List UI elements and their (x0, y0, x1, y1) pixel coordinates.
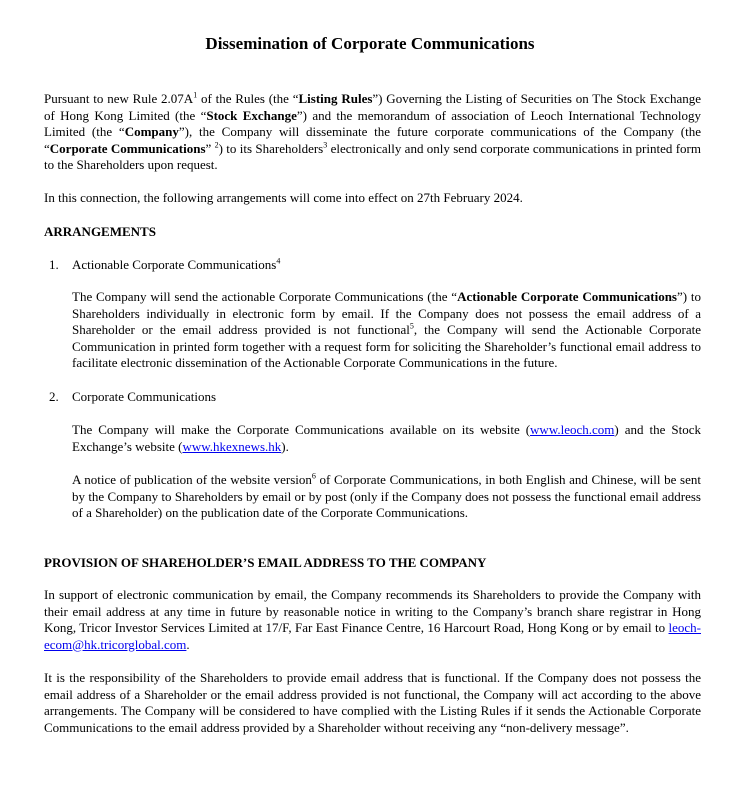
body-text: , the Company will send the Actionable Corporate Communication in printed form together with a request form for soliciting the Shareholder’s functional email address to facilitate electronic dissemination of the Actionable Corporate Communications in the future. (72, 322, 701, 370)
registrar-email-link[interactable]: leoch-ecom@hk.tricorglobal.com (44, 620, 701, 652)
intro-text: ”) and the memorandum of association of Leoch International Technology Limited (the “ (44, 107, 701, 139)
footnote-ref: 6 (311, 471, 316, 481)
body-text: ). (281, 438, 289, 454)
website-paragraph (72, 422, 701, 455)
intro-text: of the Rules (the “ (197, 91, 299, 106)
body-text: . (186, 636, 190, 652)
body-text: ) and the Stock Exchange’s website ( (72, 422, 701, 454)
effective-date-paragraph: In this connection, the following arrangements will come into effect on 27th February 2024. (44, 190, 523, 205)
company-website-link[interactable]: www.leoch.com (530, 422, 615, 437)
intro-text: electronically and only send corporate communications in printed form to the Shareholders upon request. (44, 140, 701, 172)
arrangements-heading: ARRANGEMENTS (44, 224, 156, 239)
item-title (72, 257, 280, 273)
footnote-ref: 2 (214, 140, 219, 150)
intro-paragraph (44, 91, 701, 174)
body-text: of Corporate Communications, in both English and Chinese, will be sent by the Company to Shareholders by email or by post (only if the Company does not possess the functional email address of a Shareholder) on the publication date of the Corporate Communications. (72, 472, 701, 520)
defined-term: Actionable Corporate Communications (457, 289, 677, 304)
actionable-paragraph (72, 289, 701, 372)
footnote-ref: 3 (323, 140, 328, 150)
footnote-ref: 4 (276, 256, 281, 266)
body-text: A notice of publication of the website version (72, 472, 312, 487)
item-number: 1. (49, 257, 59, 272)
intro-text: ” (205, 140, 215, 156)
item-title: Corporate Communications (72, 389, 217, 404)
intro-text: Pursuant to new Rule 2.07A (44, 91, 194, 106)
responsibility-paragraph: It is the responsibility of the Shareholders to provide email address that is functional. If the Company does not possess the email address of a Shareholder or the email address provided is not functional, the Company will act according to the above arrangements. The Company will be considered to have complied with the Listing Rules if it sends the Actionable Corporate Communications to the email address provided by a Shareholder without receiving any “non-delivery message”. (44, 670, 701, 735)
notice-paragraph (72, 472, 701, 522)
provision-paragraph (44, 587, 701, 653)
body-text: ”) to Shareholders individually in electronic form by email. If the Company does not possess the email address of a Shareholder or the email address provided is not functional (72, 289, 702, 337)
provision-heading: PROVISION OF SHAREHOLDER’S EMAIL ADDRESS TO THE COMPANY (44, 555, 487, 570)
intro-text: ”) Governing the Listing of Securities on The Stock Exchange of Hong Kong Limited (the “ (44, 91, 701, 123)
item-number: 2. (49, 389, 59, 404)
body-text: The Company will send the actionable Corporate Communications (the “ (72, 289, 458, 304)
defined-term: Listing Rules (298, 91, 373, 106)
body-text: The Company will make the Corporate Communications available on its website ( (72, 422, 531, 437)
item-title-text: Actionable Corporate Communications (72, 257, 277, 272)
intro-text: ) to its Shareholders (218, 140, 324, 156)
hkexnews-link[interactable]: www.hkexnews.hk (182, 438, 282, 454)
body-text: In support of electronic communication by email, the Company recommends its Shareholders to provide the Company with their email address at any time in future by reasonable notice in writing to the Company’s branch share registrar in Hong Kong, Tricor Investor Services Limited at 17/F, Far East Finance Centre, 16 Harcourt Road, Hong Kong or by email to (44, 587, 701, 635)
defined-term: Stock Exchange (206, 107, 297, 123)
defined-term: Corporate Communications (49, 140, 206, 156)
defined-term: Company (124, 124, 179, 139)
footnote-ref: 5 (409, 321, 414, 331)
page-title: Dissemination of Corporate Communications (205, 34, 535, 53)
intro-text: ”), the Company will disseminate the future corporate communications of the Company (the “ (44, 124, 701, 156)
footnote-ref: 1 (193, 90, 198, 100)
